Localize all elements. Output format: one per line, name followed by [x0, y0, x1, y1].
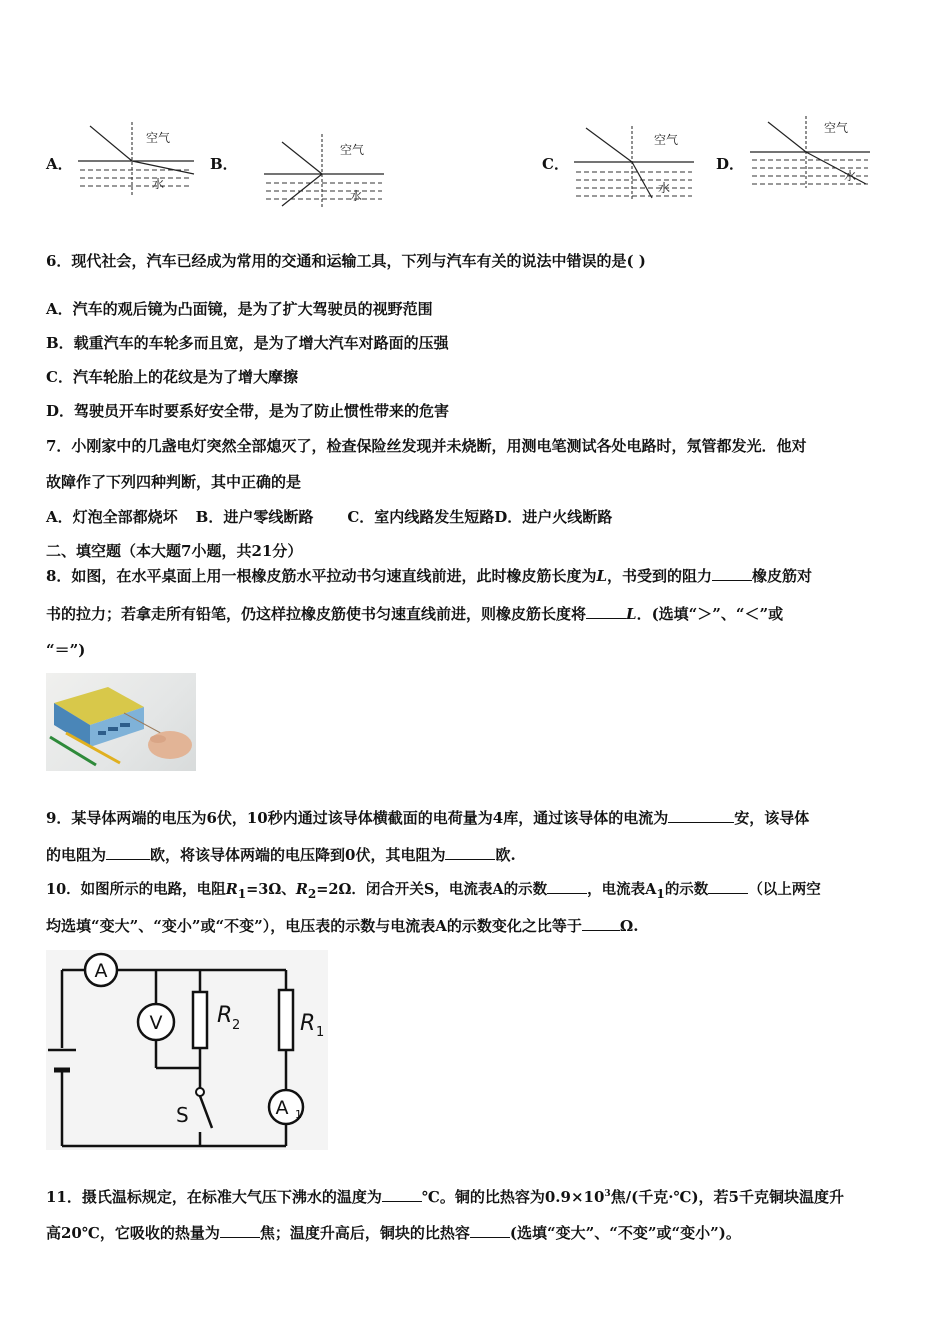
water-label: 水 [152, 177, 165, 191]
q7-option-c: C．室内线路发生短路 [347, 508, 495, 526]
book-photo-illustration [46, 673, 196, 771]
q10-line2: 均选填“变大”、“变小”或“不变”），电压表的示数与电流表A的示数变化之比等于 Ω. [46, 917, 639, 935]
resistor-r2 [193, 992, 207, 1048]
ammeter-a1-label: A [275, 1097, 289, 1119]
refraction-diagram-c [572, 122, 696, 202]
water-label: 水 [350, 189, 363, 203]
refraction-diagram-a [76, 118, 196, 198]
q7-stem-line1: 7．小刚家中的几盏电灯突然全部熄灭了，检查保险丝发现并未烧断，用测电笔测试各处电路时，氖管都发光．他对 [46, 437, 807, 455]
q6-option-a: A．汽车的观后镜为凸面镜，是为了扩大驾驶员的视野范围 [46, 300, 433, 318]
water-label: 水 [658, 181, 671, 195]
q6-option-d: D．驾驶员开车时要系好安全带，是为了防止惯性带来的危害 [46, 402, 450, 420]
book-rubber-band-photo [46, 673, 196, 771]
voltmeter-label: V [149, 1012, 163, 1034]
q11-blank-3[interactable] [470, 1223, 510, 1238]
q11-line1: 11．摄氏温标规定，在标准大气压下沸水的温度为 ℃。铜的比热容为$0.9\times 10^3$焦/(千克·℃)，若5千克铜块温度升 [46, 1188, 844, 1206]
q9-blank-1[interactable] [668, 808, 734, 823]
r1-subscript: 1 [316, 1025, 325, 1040]
air-label: 空气 [146, 131, 171, 145]
ammeter-a1-subscript: 1 [295, 1108, 302, 1121]
switch-contact [196, 1088, 204, 1096]
q7-stem-line2: 故障作了下列四种判断，其中正确的是 [46, 473, 302, 491]
q8-blank-2[interactable] [586, 604, 626, 619]
q10-blank-3[interactable] [582, 916, 620, 931]
r2-subscript: 2 [232, 1018, 241, 1033]
r1-label: R [300, 1011, 316, 1036]
ammeter-a-label: A [94, 960, 108, 982]
option-c-label: C． [542, 155, 569, 173]
q10-blank-2[interactable] [708, 879, 748, 894]
water-label: 水 [844, 169, 857, 183]
air-label: 空气 [340, 143, 365, 157]
q11-blank-1[interactable] [382, 1187, 422, 1202]
option-a-label: A． [46, 155, 73, 173]
q8-line2: 书的拉力；若拿走所有铅笔，仍这样拉橡皮筋使书匀速直线前进，则橡皮筋长度将 L．(选填“＞”、“＜”或 [46, 605, 784, 623]
section-heading: 二、填空题（本大题7小题，共21分） [46, 542, 303, 560]
q7-option-a: A．灯泡全部都烧坏 [46, 508, 178, 526]
q11-line2: 高20℃，它吸收的热量为 焦；温度升高后，铜块的比热容 (选填“变大”、“不变”或“变小”)。 [46, 1224, 741, 1242]
air-label: 空气 [824, 121, 849, 135]
q9-line1: 9．某导体两端的电压为6伏，10秒内通过该导体横截面的电荷量为4库，通过该导体的电流为 安，该导体 [46, 809, 810, 827]
q9-blank-3[interactable] [445, 845, 495, 860]
q7-option-b: B．进户零线断路 [195, 508, 314, 526]
r2-label: R [217, 1003, 233, 1028]
q8-line1: 8．如图，在水平桌面上用一根橡皮筋水平拉动书匀速直线前进，此时橡皮筋长度为L，书受到的阻力 橡皮筋对 [46, 567, 813, 585]
q9-line2: 的电阻为 欧，将该导体两端的电压降到0伏，其电阻为 欧. [46, 846, 516, 864]
q6-stem: 6．现代社会，汽车已经成为常用的交通和运输工具，下列与汽车有关的说法中错误的是( ) [46, 252, 646, 270]
circuit-diagram [46, 950, 328, 1150]
q6-option-b: B．载重汽车的车轮多而且宽，是为了增大汽车对路面的压强 [46, 334, 449, 352]
q10-blank-1[interactable] [547, 879, 587, 894]
q11-blank-2[interactable] [220, 1223, 260, 1238]
q7-option-d: D．进户火线断路 [494, 508, 613, 526]
switch-label: S [176, 1103, 189, 1127]
option-b-label: B． [210, 155, 238, 173]
q8-blank-1[interactable] [712, 566, 752, 581]
option-d-label: D． [716, 155, 745, 173]
refraction-diagram-b [262, 130, 386, 210]
q7-options [46, 506, 612, 527]
q8-line3: “＝”) [46, 641, 86, 659]
refraction-diagram-d [748, 112, 872, 192]
q6-option-c: C．汽车轮胎上的花纹是为了增大摩擦 [46, 368, 298, 386]
air-label: 空气 [654, 133, 679, 147]
q9-blank-2[interactable] [106, 845, 150, 860]
q10-line1: 10．如图所示的电路，电阻$R_1=3\Omega$、$R_2=2\Omega$．闭合开关S，电流表A的示数 ，电流表$A_1$的示数 （以上两空 [46, 881, 821, 901]
resistor-r1 [279, 990, 293, 1050]
